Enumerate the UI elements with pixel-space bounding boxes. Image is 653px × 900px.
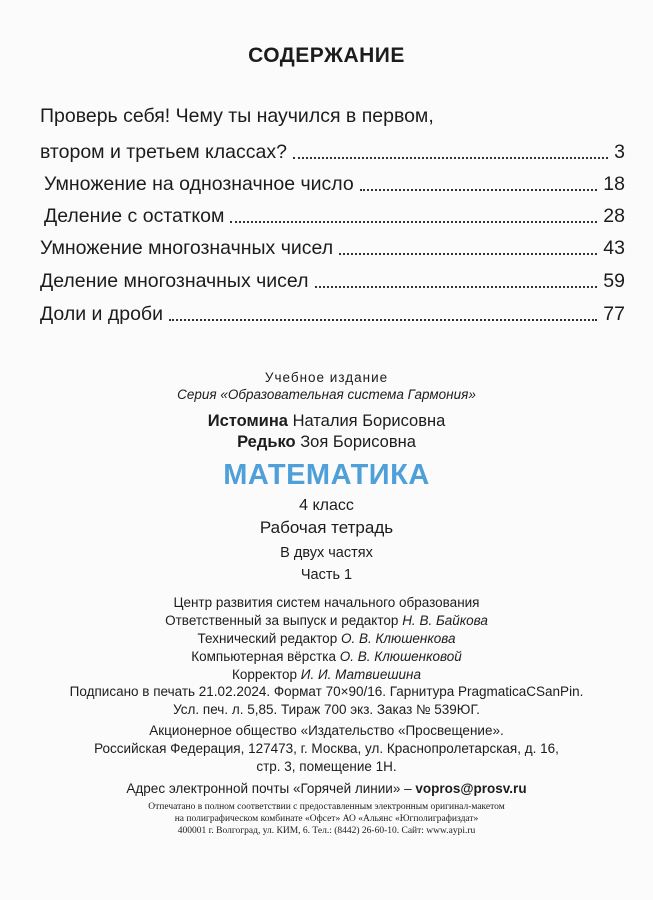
credit-person: О. В. Клюшенкова (340, 631, 456, 646)
book-part: Часть 1 (300, 567, 353, 583)
toc-page-number: 43 (603, 237, 625, 259)
credits-block (0, 594, 653, 684)
credit-responsible (0, 612, 653, 630)
toc-page-number: 59 (603, 270, 625, 292)
email-label: Адрес электронной почты «Горячей линии» – (126, 781, 412, 796)
imprint-block (0, 683, 653, 798)
email-address: vopros@prosv.ru (415, 781, 527, 796)
toc-page-number: 28 (603, 205, 625, 227)
credit-person: О. В. Клюшенковой (339, 649, 462, 664)
toc-leader-dots (339, 253, 597, 255)
credit-tech-editor (0, 630, 653, 648)
printer-note (0, 801, 653, 837)
toc-leader-dots (293, 157, 608, 159)
imprint-line: Усл. печ. л. 5,85. Тираж 700 экз. Заказ № 539ЮГ. (173, 702, 480, 717)
toc-item-label: Умножение на однозначное число (44, 173, 354, 195)
toc-leader-dots (315, 286, 598, 288)
printer-line: 400001 г. Волгоград, ул. КИМ, 6. Тел.: (8442) 26-60-10. Сайт: www.aypi.ru (177, 826, 476, 836)
book-subject: МАТЕМАТИКА (223, 459, 430, 491)
credit-person: И. И. Матвиешина (300, 667, 421, 682)
credit-label: Ответственный за выпуск и редактор (165, 613, 399, 628)
toc-page-number: 77 (603, 303, 625, 325)
imprint-line: Подписано в печать 21.02.2024. Формат 70×90/16. Гарнитура PragmaticaCSanPin. (69, 684, 584, 699)
toc-item-2 (44, 172, 625, 196)
hotline-email (0, 780, 653, 798)
toc-title: СОДЕРЖАНИЕ (248, 44, 405, 67)
toc-item-1 (40, 140, 625, 164)
book-grade: 4 класс (299, 497, 354, 514)
toc-item-1-line1: Проверь себя! Чему ты научился в первом, (40, 105, 434, 127)
toc-item-5 (40, 269, 625, 293)
toc-item-3 (44, 204, 625, 228)
author-given-name: Наталия Борисовна (292, 412, 446, 430)
imprint-line: стр. 3, помещение 1Н. (256, 759, 397, 774)
toc-page-number: 3 (614, 141, 625, 163)
credit-person: Н. В. Байкова (402, 613, 488, 628)
book-type: Рабочая тетрадь (259, 518, 394, 537)
toc-item-label: втором и третьем классах? (40, 141, 287, 163)
credit-label: Корректор (232, 667, 298, 682)
author-surname: Истомина (207, 412, 288, 430)
publisher-center: Центр развития систем начального образования (173, 595, 480, 610)
toc-item-6 (40, 302, 625, 326)
printer-line: Отпечатано в полном соответствии с предоставленным электронным оригинал-макетом (148, 802, 505, 812)
imprint-line: Российская Федерация, 127473, г. Москва, ул. Краснопролетарская, д. 16, (94, 741, 559, 756)
credit-label: Технический редактор (197, 631, 338, 646)
author-surname: Редько (237, 433, 296, 451)
credit-label: Компьютерная вёрстка (191, 649, 336, 664)
credit-corrector (0, 666, 653, 684)
credit-layout (0, 648, 653, 666)
toc-item-label: Деление многозначных чисел (40, 270, 309, 292)
edition-type: Учебное издание (264, 370, 389, 385)
imprint-line: Акционерное общество «Издательство «Просвещение». (149, 723, 504, 738)
toc-leader-dots (169, 319, 597, 321)
toc-page-number: 18 (603, 173, 625, 195)
author-1 (0, 412, 653, 431)
author-2 (0, 433, 653, 452)
toc-leader-dots (360, 189, 598, 191)
series-name: Серия «Образовательная система Гармония» (177, 387, 476, 402)
author-given-name: Зоя Борисовна (300, 433, 416, 451)
toc-item-label: Деление с остатком (44, 205, 225, 227)
toc-item-label: Умножение многозначных чисел (40, 237, 334, 259)
toc-item-label: Доли и дроби (40, 303, 163, 325)
toc-item-4 (40, 236, 625, 260)
printer-line: на полиграфическом комбинате «Офсет» АО «Альянс «Югполиграфиздат» (174, 814, 479, 824)
toc-leader-dots (230, 221, 597, 223)
book-parts: В двух частях (280, 545, 373, 561)
